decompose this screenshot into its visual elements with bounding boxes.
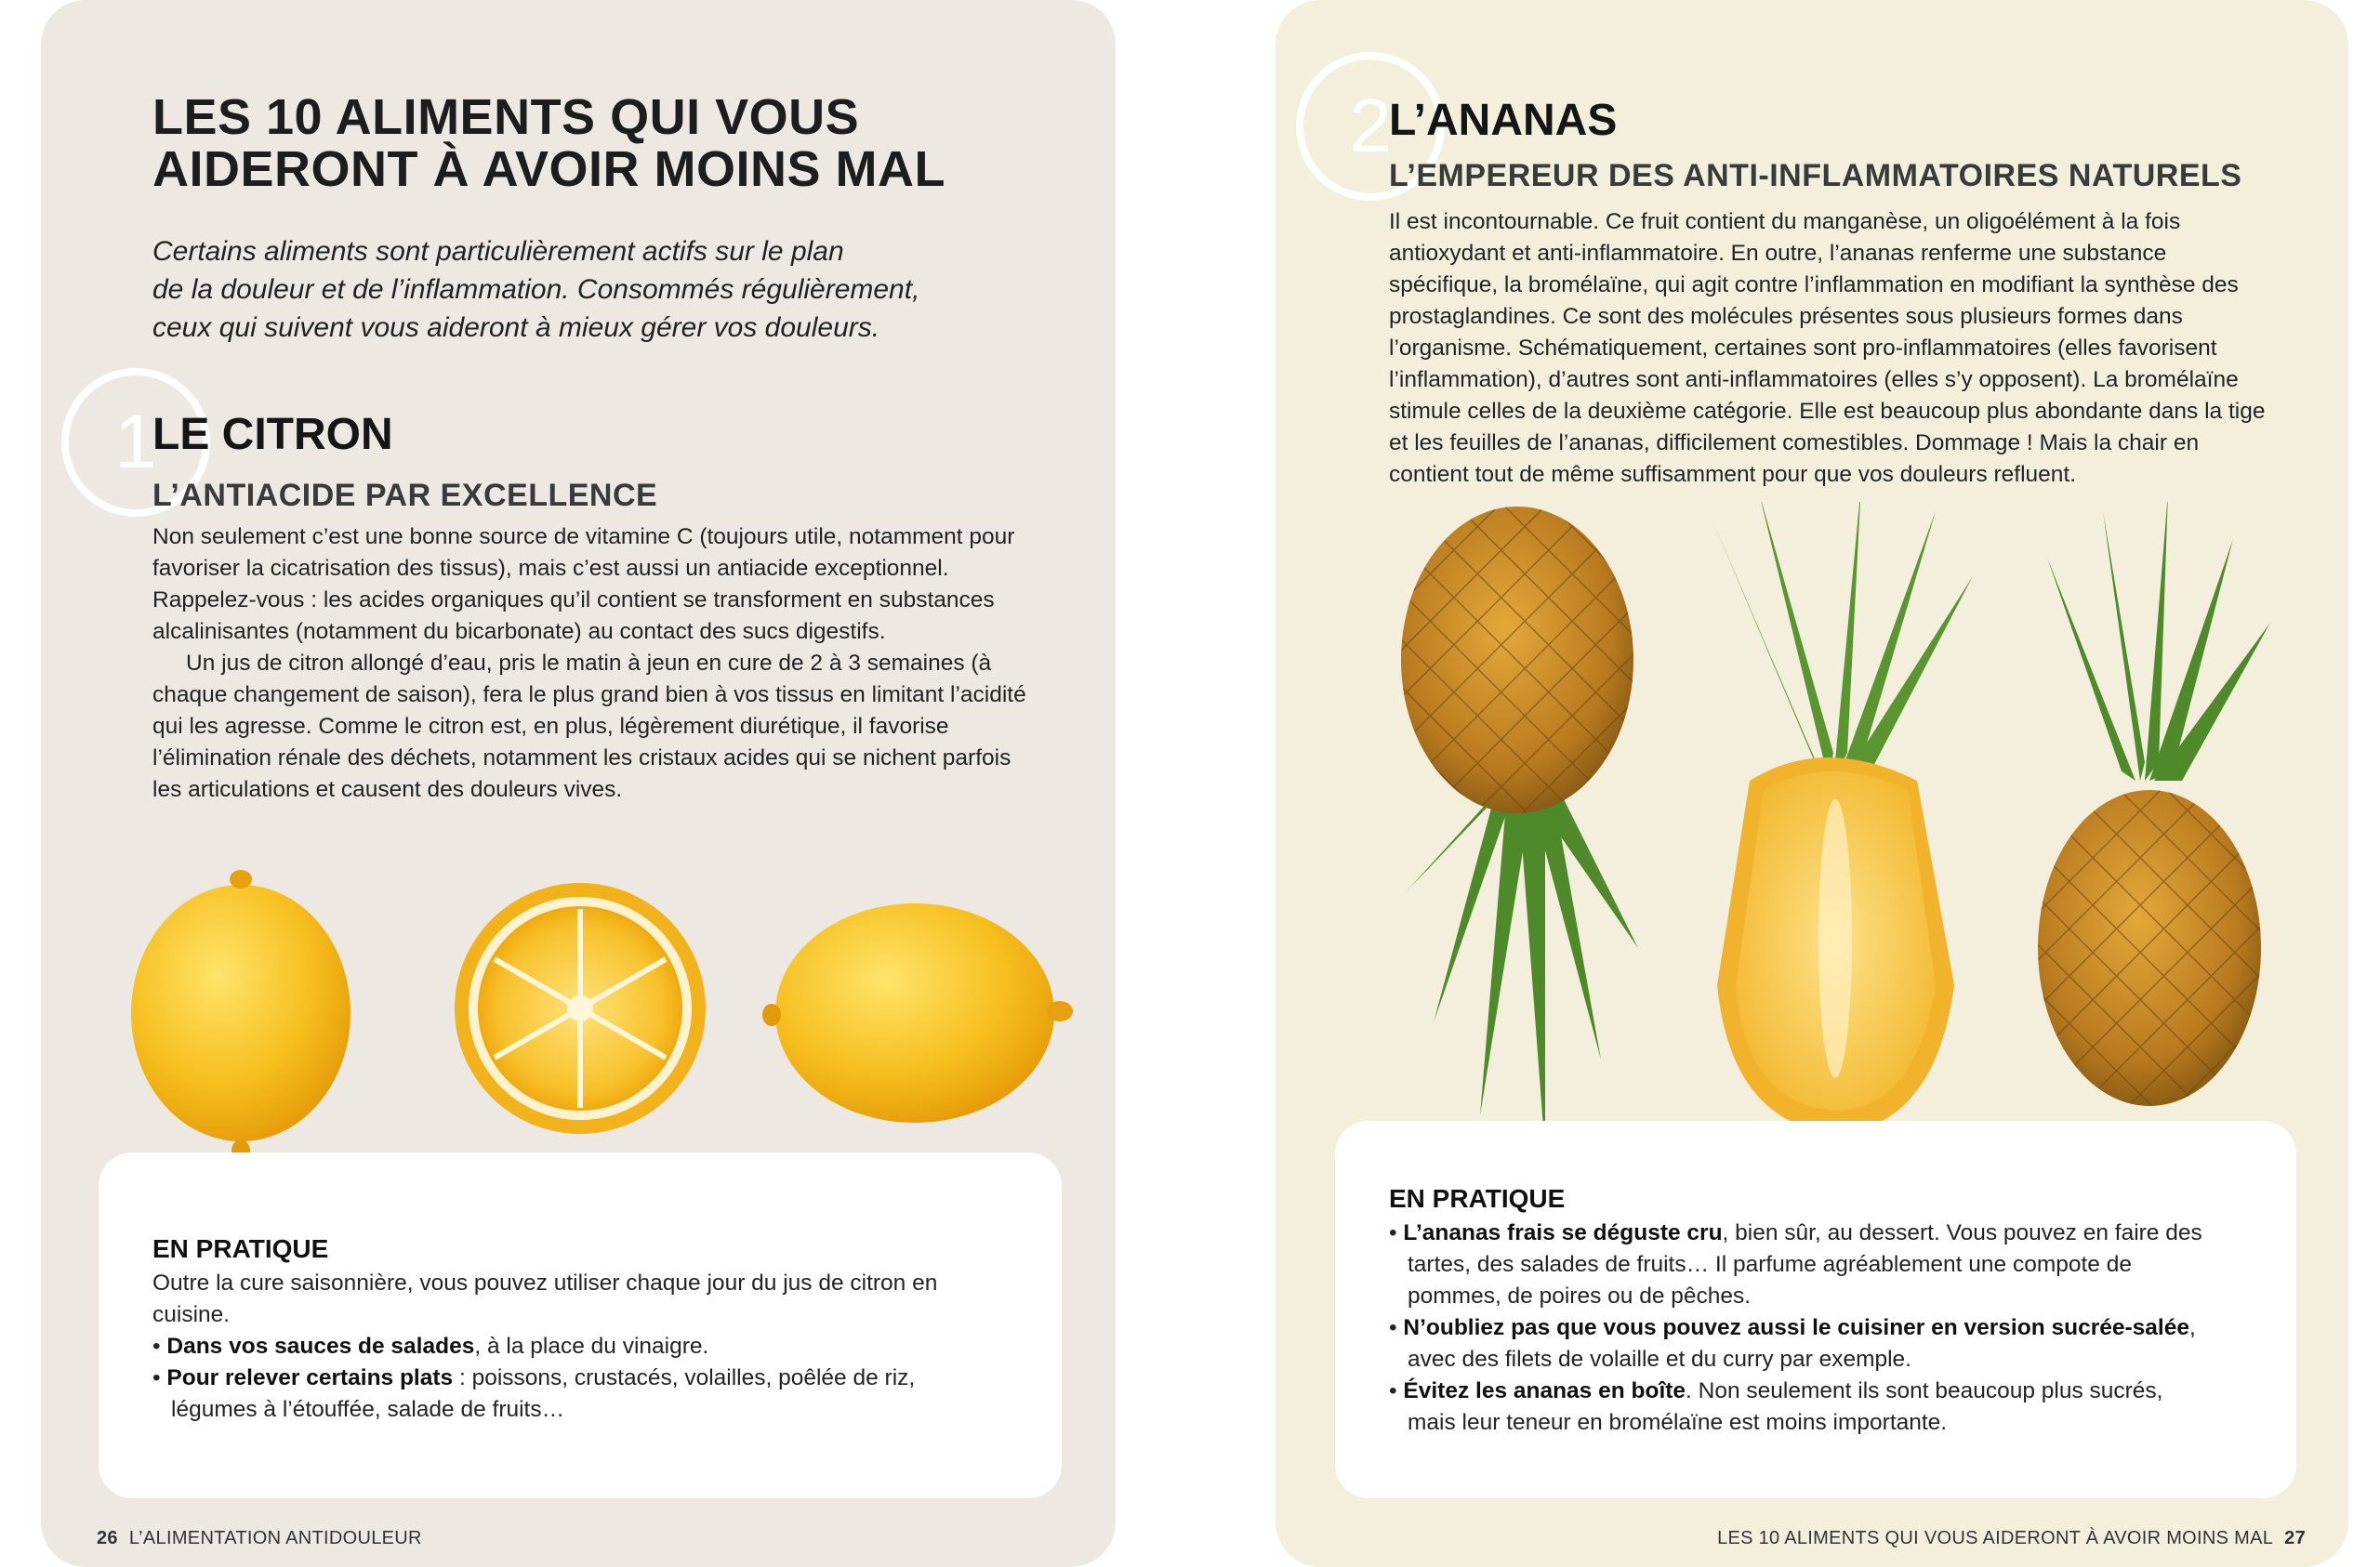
body-paragraph: Un jus de citron allongé d’eau, pris le matin à jeun en cure de 2 à 3 semaines (à chaque changement de saison), fera le plus grand bien à vos tissus en limitant l’acidité qui les agresse. Comme le citron est, en plus, légèrement diurétique, il favorise l’élimination rénale des déchets, notamment les cristaux acides qui se nichent parfois les articulations et causent des douleurs vives. <box>152 651 1026 802</box>
bullet-text: , avec des filets de volaille et du curry par exemple. <box>1408 1315 2196 1372</box>
bullet-bold: Pour relever certains plats <box>166 1365 454 1390</box>
title-line-1: LES 10 ALIMENTS QUI VOUS <box>152 89 860 145</box>
intro-lead <box>152 232 1082 347</box>
section-body <box>152 521 1026 806</box>
practice-bullet: • L’ananas frais se déguste cru, bien sûr, au dessert. Vous pouvez en faire des tartes, des salades de fruits… Il parfume agréablement une compote de pommes, de poires ou de pêches. <box>1389 1220 2202 1309</box>
lemons-image <box>97 855 1101 1171</box>
page-number: 26 <box>97 1528 118 1548</box>
practice-content <box>1389 1218 2207 1439</box>
right-page <box>1276 0 2348 1567</box>
title-line-2: AIDERONT À AVOIR MOINS MAL <box>152 141 945 197</box>
pineapple-3 <box>2038 502 2270 1106</box>
bullet-text: . Non seulement ils sont beaucoup plus sucrés, mais leur teneur en bromélaïne est moins importante. <box>1408 1378 2163 1435</box>
lemon-whole-2 <box>762 903 1073 1123</box>
footer-label: LES 10 ALIMENTS QUI VOUS AIDERONT À AVOIR MOINS MAL <box>1717 1528 2274 1548</box>
bullet-bold: Évitez les ananas en boîte <box>1403 1378 1686 1403</box>
bullet-text: , bien sûr, au dessert. Vous pouvez en faire des tartes, des salades de fruits… Il parfume agréablement une compote de pommes, de poires ou de pêches. <box>1408 1220 2202 1309</box>
lemon-whole-1 <box>131 870 350 1162</box>
section-number-badge: 1 <box>61 368 210 517</box>
body-paragraph: Non seulement c’est une bonne source de vitamine C (toujours utile, notamment pour favoriser la cicatrisation des tissus), mais c’est aussi un antiacide exceptionnel. Rappelez-vous : les acides organiques qu’il contient se transforment en substances alcalinisantes (notamment du bicarbonate) au contact des sucs digestifs. <box>152 524 1015 644</box>
lemon-slice <box>455 883 706 1134</box>
practice-title: EN PRATIQUE <box>1389 1184 1566 1213</box>
page-footer <box>1717 1528 2317 1549</box>
page-title <box>152 91 1082 195</box>
bullet-text: , à la place du vinaigre. <box>474 1334 709 1359</box>
practice-intro: Outre la cure saisonnière, vous pouvez utiliser chaque jour du jus de citron en cuisine. <box>152 1271 938 1327</box>
practice-bullet: • Pour relever certains plats : poissons, crustacés, volailles, poêlée de riz, légumes à l’étouffée, salade de fruits… <box>152 1365 916 1422</box>
lead-line-2: de la douleur et de l’inflammation. Consommés régulièrement, <box>152 274 920 305</box>
lead-line-1: Certains aliments sont particulièrement actifs sur le plan <box>152 236 844 267</box>
practice-box <box>99 1152 1062 1498</box>
pineapple-1 <box>1401 507 1638 1152</box>
section-title: LE CITRON <box>152 410 393 459</box>
practice-bullet: • Évitez les ananas en boîte. Non seulement ils sont beaucoup plus sucrés, mais leur teneur en bromélaïne est moins importante. <box>1389 1378 2163 1435</box>
practice-bullet: • N’oubliez pas que vous pouvez aussi le cuisiner en version sucrée-salée, avec des filets de volaille et du curry par exemple. <box>1389 1315 2196 1372</box>
practice-box <box>1335 1121 2296 1498</box>
bullet-bold: N’oubliez pas que vous pouvez aussi le cuisiner en version sucrée-salée <box>1403 1315 2189 1340</box>
page-number: 27 <box>2284 1528 2306 1548</box>
bullet-bold: Dans vos sauces de salades <box>166 1334 475 1359</box>
section-title: L’ANANAS <box>1389 96 1618 145</box>
lead-line-3: ceux qui suivent vous aideront à mieux gérer vos douleurs. <box>152 312 880 343</box>
left-page <box>41 0 1116 1567</box>
practice-title: EN PRATIQUE <box>152 1234 329 1263</box>
bullet-text: : poissons, crustacés, volailles, poêlée de riz, légumes à l’étouffée, salade de fruits… <box>171 1365 916 1422</box>
footer-label: L’ALIMENTATION ANTIDOULEUR <box>128 1528 422 1548</box>
bullet-bold: L’ananas frais se déguste cru <box>1403 1220 1723 1245</box>
section-number-badge: 2 <box>1296 52 1445 201</box>
section-subtitle: L’ANTIACIDE PAR EXCELLENCE <box>152 478 658 513</box>
practice-content <box>152 1268 989 1426</box>
body-paragraph: Il est incontournable. Ce fruit contient du manganèse, un oligoélément à la fois antioxydant et anti-inflammatoire. En outre, l’ananas renferme une substance spécifique, la bromélaïne, qui agit contre l’inflammation en modifiant la synthèse des prostaglandines. Ce sont des molécules présentes sous plusieurs formes dans l’organisme. Schématiquement, certaines sont pro-inflammatoires (elles favorisent l’inflammation), d’autres sont anti-inflammatoires (elles s’y opposent). La bromélaïne stimule celles de la deuxième catégorie. Elle est beaucoup plus abondante dans la tige et les feuilles de l’ananas, difficilement comestibles. Dommage ! Mais la chair en contient tout de même suffisamment pour que vos douleurs refluent. <box>1389 209 2266 487</box>
section-subtitle: L’EMPEREUR DES ANTI-INFLAMMATOIRES NATURELS <box>1389 158 2242 193</box>
pineapple-2 <box>1712 502 1973 1134</box>
pineapples-image <box>1359 502 2289 1152</box>
page-footer <box>86 1528 422 1549</box>
practice-bullet: • Dans vos sauces de salades, à la place du vinaigre. <box>152 1334 709 1359</box>
section-body <box>1389 206 2281 491</box>
